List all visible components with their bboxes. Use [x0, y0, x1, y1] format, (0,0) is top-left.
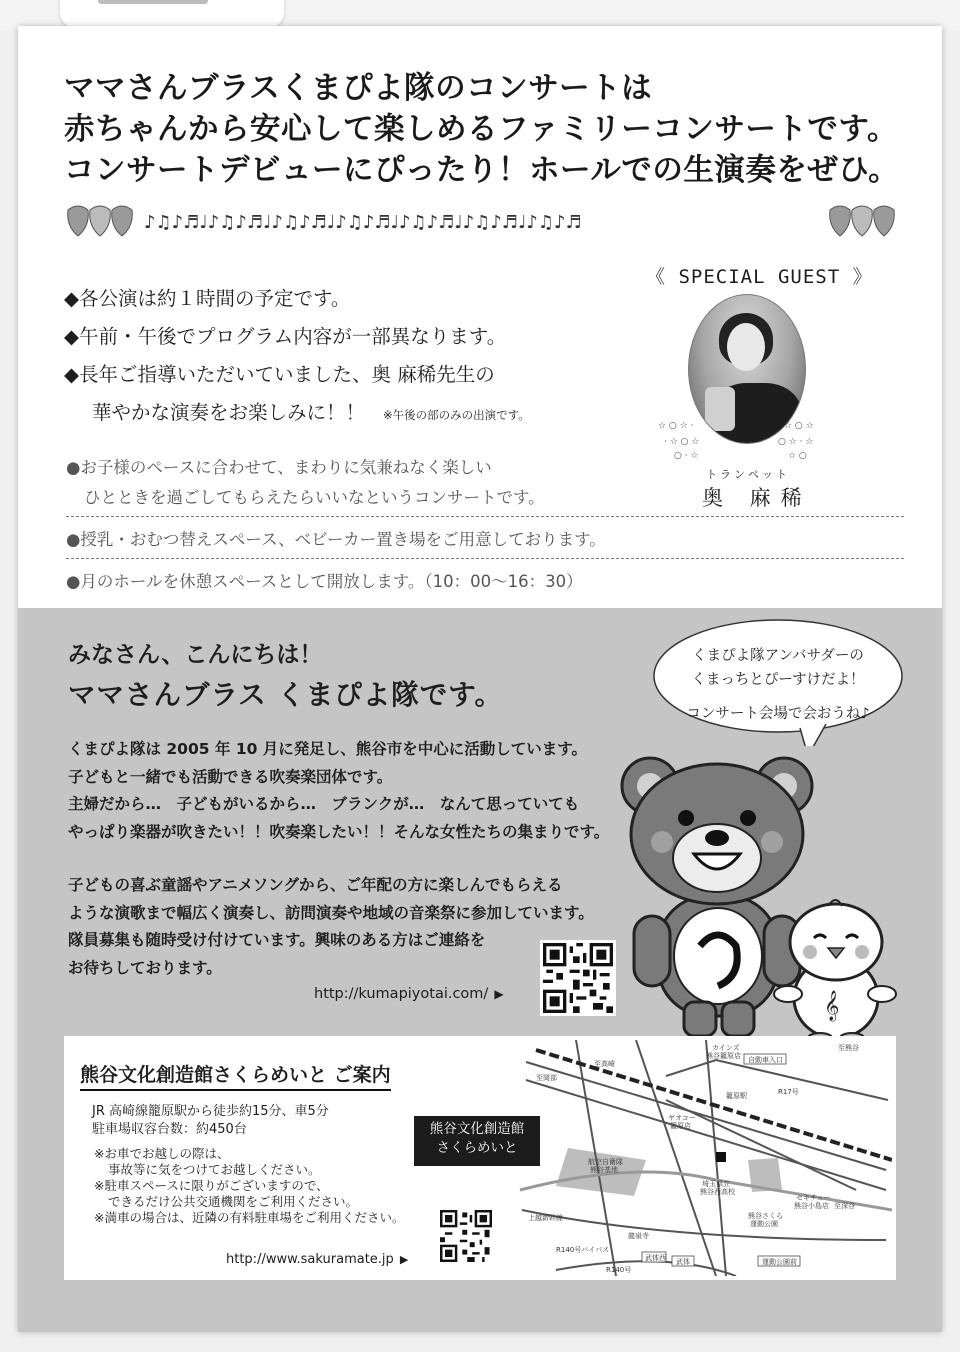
access-info-box [64, 1036, 896, 1280]
mascot-bear-and-chick [614, 746, 904, 1046]
headline-line-3: コンサートデビューにぴったり！ホールでの生演奏をぜひ。 [64, 153, 900, 188]
map-label: 籠原店 [670, 1122, 691, 1130]
svg-text:♪♫♪♬♩♪♫♪♬♩♪♫♪♬♩♪♫♪♬♩♪♫♪♬♩♪♫♪♬♩: ♪♫♪♬♩♪♫♪♬♩♪♫♪♬♩♪♫♪♬♩♪♫♪♬♩♪♫♪♬♩♪♫♪♬ [144, 212, 582, 233]
map-label: 熊谷小島店 [794, 1202, 829, 1210]
svg-text:☆ ○ ☆ ·: ☆ ○ ☆ · [658, 421, 694, 431]
map-label: 熊谷籠原店 [706, 1052, 741, 1060]
map-label: 熊谷基地 [590, 1166, 618, 1174]
headline [64, 68, 924, 191]
speech-bubble [650, 616, 906, 746]
headline-line-2: 赤ちゃんから安心して楽しめるファミリーコンサートです。 [64, 112, 898, 147]
sakuramate-url[interactable]: http://www.sakuramate.jp [226, 1252, 394, 1267]
sakuramate-link[interactable] [226, 1252, 408, 1267]
map-label: ヤオコー [668, 1114, 696, 1122]
map-label: 至高崎 [594, 1060, 615, 1068]
map-label: 至熊谷 [838, 1044, 859, 1052]
venue-label [414, 1116, 540, 1166]
map-label: R140号 [606, 1266, 632, 1274]
flyer-page [18, 26, 942, 1332]
map-label: 自動車入口 [748, 1056, 783, 1064]
music-notes-icon [144, 212, 582, 233]
dashed-divider [66, 558, 904, 559]
intro-p4: やっぱり楽器が吹きたい！！吹奏楽したい！！そんな女性たちの集まりです。 [68, 822, 610, 841]
map-label: R17号 [778, 1088, 799, 1096]
kumapiyotai-url[interactable]: http://kumapiyotai.com/ [314, 986, 489, 1002]
access-train: JR 高崎線籠原駅から徒歩約15分、車5分 [92, 1104, 329, 1119]
intro-p8: お待ちしております。 [68, 958, 222, 977]
headline-line-1: ママさんブラスくまぴよ隊のコンサートは [64, 71, 653, 106]
map-label: 埼玉県立 [702, 1180, 730, 1188]
arrow-right-icon: ▶ [399, 1253, 409, 1266]
info-pace-2: ひとときを過ごしてもらえたらいいなというコンサートです。 [84, 488, 545, 507]
greeting-line-1: みなさん、こんにちは！ [68, 642, 323, 668]
map-label: 武体 [676, 1258, 690, 1266]
svg-text:○ ☆ · ☆: ○ ☆ · ☆ [778, 437, 814, 447]
map-label: R140号バイパス [556, 1246, 610, 1254]
map-label: 龍泉寺 [628, 1232, 649, 1240]
access-title: 熊谷文化創造館さくらめいと ご案内 [80, 1060, 391, 1091]
intro-p6: ような演歌まで幅広く演奏し、訪問演奏や地域の音楽祭に参加しています。 [68, 903, 594, 922]
intro-p1: くまぴよ隊は 2005 年 10 月に発足し、熊谷市を中心に活動しています。 [68, 740, 588, 758]
map-label: 運動公園前 [762, 1258, 797, 1266]
sparkle-stars-icon [654, 414, 838, 464]
map-label: 熊谷さくら [748, 1212, 783, 1220]
qr-code-icon[interactable] [540, 940, 616, 1016]
strawberry-icon-right [830, 206, 895, 236]
intro-p5: 子どもの喜ぶ童謡やアニメソングから、ご年配の方に楽しんでもらえる [68, 876, 563, 894]
map-label: 運動公園 [750, 1220, 778, 1228]
venue-marker [716, 1152, 726, 1162]
guest-role: トランペット [706, 468, 790, 481]
info-nursing: ●授乳・おむつ替えスペース、ベビーカー置き場をご用意しております。 [66, 530, 606, 549]
bubble-line-3: コンサート会場で会おうね♪ [686, 706, 870, 722]
point-guest-cont [64, 394, 530, 434]
access-note-5: ※満車の場合は、近隣の有料駐車場をご利用ください。 [94, 1210, 405, 1225]
map-label: セキチュー [796, 1194, 831, 1202]
point-program: ◆午前・午後でプログラム内容が一部異なります。 [64, 325, 507, 348]
map-label: カインズ [712, 1044, 740, 1052]
kumapiyotai-link[interactable] [314, 986, 504, 1002]
bubble-line-2: くまっちとぴーすけだよ！ [691, 672, 865, 688]
arrow-right-icon: ▶ [494, 987, 504, 1001]
greeting-line-2: ママさんブラス くまぴよ隊です。 [68, 679, 504, 711]
venue-name-1: 熊谷文化創造館 [429, 1121, 525, 1137]
qr-code-icon[interactable] [440, 1210, 492, 1262]
access-note-1: ※お車でお越しの際は、 [94, 1146, 230, 1161]
point-guest-cont-text: 華やかな演奏をお楽しみに！！ [92, 401, 366, 424]
intro-p2: 子どもと一緒でも活動できる吹奏楽団体です。 [68, 767, 393, 786]
map-label: 航空自衛隊 [588, 1158, 623, 1166]
intro-p7: 隊員募集も随時受け付けています。興味のある方はご連絡を [68, 931, 486, 949]
svg-text:· ☆ ○ ☆: · ☆ ○ ☆ [664, 437, 700, 447]
venue-name-2: さくらめいと [436, 1140, 518, 1156]
info-pace-1: ●お子様のペースに合わせて、まわりに気兼ねなく楽しい [66, 458, 492, 477]
access-note-3: ※駐車スペースに限りがございますので、 [94, 1178, 329, 1193]
intro-p3: 主婦だから… 子どもがいるから… ブランクが… なんて思っていても [68, 795, 580, 813]
point-duration: ◆各公演は約１時間の予定です。 [64, 287, 351, 310]
svg-text:☆ ○ ☆: ☆ ○ ☆ [784, 421, 814, 431]
map-label: 上越新幹線 [528, 1214, 563, 1222]
svg-text:☆ ○: ☆ ○ [788, 451, 807, 461]
svg-text:𝄞: 𝄞 [824, 991, 840, 1021]
map-label: 至岡部 [536, 1074, 557, 1082]
access-note-4: できるだけ公共交通機関をご利用ください。 [108, 1194, 359, 1209]
access-note-2: 事故等に気をつけてお越しください。 [108, 1162, 321, 1177]
svg-text:○ · ☆: ○ · ☆ [674, 451, 699, 461]
access-map[interactable] [516, 1040, 892, 1276]
map-label: 至深谷 [834, 1202, 855, 1210]
map-label: 籠原駅 [726, 1092, 747, 1100]
point-guest-note: ※午後の部のみの出演です。 [383, 408, 530, 422]
guest-name: 奥 麻稀 [702, 486, 812, 510]
browser-tab[interactable] [60, 0, 284, 28]
special-guest-title: 《 SPECIAL GUEST 》 [646, 266, 873, 288]
bubble-line-1: くまぴよ隊アンバサダーの [692, 648, 864, 664]
strawberry-icon-left [68, 206, 133, 236]
concert-points [64, 280, 530, 434]
map-label: 武体西 [645, 1254, 666, 1262]
strawberry-music-divider [60, 198, 900, 238]
dashed-divider [66, 516, 904, 517]
access-parking: 駐車場収容台数：約450台 [92, 1122, 247, 1137]
point-guest: ◆長年ご指導いただいていました、奥 麻稀先生の [64, 363, 495, 386]
map-label: 熊谷西高校 [700, 1188, 735, 1196]
info-rest-space: ●月のホールを休憩スペースとして開放します。（10：00〜16：30） [66, 572, 583, 591]
